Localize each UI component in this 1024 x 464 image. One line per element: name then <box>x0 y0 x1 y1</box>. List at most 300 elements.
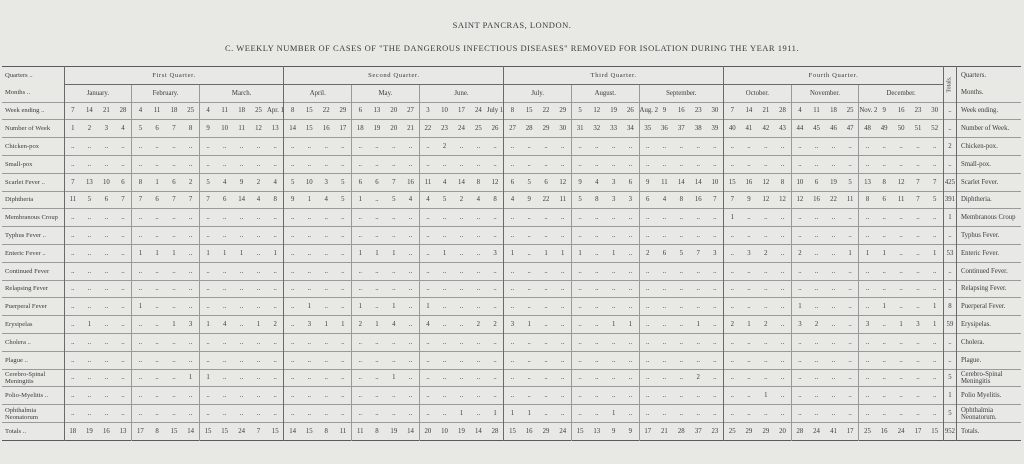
table-cell: .. <box>639 333 656 351</box>
table-cell: .. <box>256 214 261 222</box>
table-cell: .. <box>87 338 92 346</box>
table-cell: .. <box>679 321 684 329</box>
table-cell: .. <box>527 160 531 168</box>
table-cell: 22 <box>322 107 330 115</box>
table-cell: 28 <box>119 107 127 115</box>
table-cell: .. <box>239 214 244 222</box>
table-cell: 10 <box>441 427 448 435</box>
table-cell: 29 <box>542 427 550 435</box>
table-cell: .. <box>324 267 328 275</box>
table-cell: .. <box>199 333 216 351</box>
table-cell: .. <box>199 262 216 280</box>
row-label-right: Polio Myelitis. <box>956 387 1021 405</box>
table-cell: .. <box>916 410 920 418</box>
table-cell: .. <box>307 232 311 240</box>
table-cell: .. <box>561 410 565 418</box>
table-cell: .. <box>932 160 937 168</box>
table-cell: 22 <box>542 107 550 115</box>
table-cell: .. <box>222 214 227 222</box>
table-cell: .. <box>121 267 125 275</box>
table-cell: .. <box>188 285 193 293</box>
table-cell: .. <box>747 143 751 151</box>
table-cell: 31 <box>571 120 588 138</box>
table-cell: 40 <box>724 120 741 138</box>
table-cell: .. <box>155 143 159 151</box>
table-cell: 1 <box>571 244 588 262</box>
table-cell: 1 <box>859 244 876 262</box>
table-cell: .. <box>639 262 656 280</box>
table-cell: .. <box>256 410 261 418</box>
table-cell: 7 <box>172 196 176 204</box>
table-cell: .. <box>324 338 328 346</box>
table-cell: 4 <box>408 196 413 204</box>
row-label: Small-pox <box>5 160 33 168</box>
table-cell: .. <box>408 285 413 293</box>
table-cell: .. <box>459 338 464 346</box>
table-cell: .. <box>679 214 684 222</box>
table-cell: .. <box>639 351 656 369</box>
table-cell: 52 <box>931 125 939 133</box>
table-cell: .. <box>392 392 396 400</box>
table-cell: 3 <box>791 316 808 334</box>
quarter-header: Fourth Quarter. <box>724 67 944 85</box>
table-cell: 3 <box>611 178 616 186</box>
table-cell: .. <box>408 356 413 364</box>
table-cell: .. <box>679 392 684 400</box>
table-cell: 12 <box>779 196 786 204</box>
table-cell: .. <box>256 249 261 257</box>
table-cell: .. <box>493 356 497 364</box>
table-cell: .. <box>459 356 464 364</box>
table-cell: .. <box>476 249 481 257</box>
table-cell: 6 <box>544 178 548 186</box>
table-cell: .. <box>442 160 447 168</box>
table-cell: .. <box>611 232 616 240</box>
table-cell: 11 <box>221 107 228 115</box>
table-cell: .. <box>611 267 616 275</box>
table-cell: .. <box>747 160 751 168</box>
disease-row <box>2 351 1021 369</box>
table-cell: .. <box>476 214 481 222</box>
table-cell: .. <box>64 209 81 227</box>
table-cell: .. <box>239 374 244 382</box>
table-cell: 1 <box>273 249 277 257</box>
table-cell: 11 <box>419 173 436 191</box>
table-cell: .. <box>64 262 81 280</box>
table-cell: 14 <box>458 178 465 186</box>
table-cell: .. <box>504 227 521 245</box>
table-cell: .. <box>442 303 447 311</box>
table-cell: .. <box>132 387 149 405</box>
table-cell: .. <box>493 267 497 275</box>
table-cell: .. <box>882 232 886 240</box>
table-cell: 24 <box>474 107 482 115</box>
table-cell: .. <box>307 410 311 418</box>
table-cell: 9 <box>611 427 616 435</box>
table-cell: .. <box>352 155 369 173</box>
table-cell: .. <box>527 232 531 240</box>
table-cell: .. <box>239 356 244 364</box>
table-cell: .. <box>273 285 277 293</box>
table-cell: .. <box>442 267 447 275</box>
table-cell: 2 <box>814 321 819 329</box>
table-cell: 24 <box>458 125 465 133</box>
table-cell: .. <box>780 374 785 382</box>
table-cell: .. <box>104 321 109 329</box>
table-cell: .. <box>814 249 819 257</box>
table-cell: .. <box>493 374 497 382</box>
table-cell: .. <box>639 387 656 405</box>
table-cell: 9 <box>239 178 244 186</box>
table-cell: .. <box>87 160 92 168</box>
table-cell: .. <box>239 232 244 240</box>
table-cell: 7 <box>932 178 937 186</box>
table-cell: Apr. 1 <box>266 107 284 115</box>
table-cell: 1 <box>307 196 311 204</box>
row-total: .. <box>943 120 956 138</box>
table-cell: .. <box>392 285 396 293</box>
table-cell: .. <box>104 160 109 168</box>
table-cell: .. <box>713 232 717 240</box>
table-cell: 1 <box>747 321 751 329</box>
table-cell: .. <box>628 374 633 382</box>
table-cell: .. <box>188 232 193 240</box>
table-cell: .. <box>791 351 808 369</box>
table-cell: 26 <box>491 125 499 133</box>
row-label-right: Puerperal Fever. <box>956 298 1021 316</box>
table-cell: 5 <box>341 196 345 204</box>
table-cell: 6 <box>155 196 159 204</box>
table-cell: 30 <box>559 125 567 133</box>
table-cell: .. <box>199 351 216 369</box>
table-cell: .. <box>831 160 836 168</box>
table-cell: .. <box>476 232 481 240</box>
table-cell: .. <box>713 160 717 168</box>
table-cell: .. <box>273 143 277 151</box>
table-cell: 44 <box>791 120 808 138</box>
table-cell: .. <box>916 338 920 346</box>
table-cell: 13 <box>859 173 876 191</box>
table-cell: .. <box>814 143 819 151</box>
table-cell: 6 <box>504 173 521 191</box>
table-cell: .. <box>724 351 741 369</box>
table-cell: 11 <box>339 427 347 435</box>
table-cell: .. <box>571 262 588 280</box>
page-heading: SAINT PANCRAS, LONDON. <box>452 20 572 30</box>
month-header: March. <box>199 84 284 102</box>
quarter-header: Second Quarter. <box>284 67 504 85</box>
table-cell: 6 <box>121 178 125 186</box>
table-cell: 16 <box>694 196 702 204</box>
table-cell: 5 <box>442 196 447 204</box>
table-cell: 5 <box>932 196 937 204</box>
table-cell: 4 <box>419 316 436 334</box>
table-cell: 16 <box>677 107 685 115</box>
table-cell: .. <box>595 338 599 346</box>
table-cell: .. <box>899 303 903 311</box>
table-cell: .. <box>375 374 379 382</box>
disease-row <box>2 333 1021 351</box>
table-cell: 5 <box>284 173 301 191</box>
table-cell: .. <box>273 338 277 346</box>
table-cell: 15 <box>724 173 741 191</box>
table-cell: .. <box>493 392 497 400</box>
table-cell: 10 <box>305 178 313 186</box>
table-cell: .. <box>307 160 311 168</box>
table-cell: 8 <box>155 427 159 435</box>
table-cell: .. <box>222 285 227 293</box>
table-cell: 1 <box>64 120 81 138</box>
table-cell: .. <box>544 143 548 151</box>
table-cell: 12 <box>255 125 262 133</box>
table-cell: 1 <box>199 316 216 334</box>
table-cell: 25 <box>846 107 854 115</box>
table-cell: 12 <box>491 178 499 186</box>
table-cell: .. <box>628 214 633 222</box>
table-cell: .. <box>696 143 700 151</box>
table-cell: .. <box>814 285 819 293</box>
table-cell: .. <box>172 214 176 222</box>
table-cell: .. <box>459 232 464 240</box>
table-cell: .. <box>571 351 588 369</box>
table-cell: .. <box>419 244 436 262</box>
table-cell: .. <box>544 356 548 364</box>
table-cell: .. <box>419 262 436 280</box>
table-cell: .. <box>899 214 903 222</box>
table-cell: 1 <box>375 321 379 329</box>
table-cell: 1 <box>764 392 768 400</box>
table-cell: .. <box>713 321 717 329</box>
disease-row <box>2 262 1021 280</box>
table-cell: .. <box>324 232 328 240</box>
table-cell: .. <box>155 285 159 293</box>
table-cell: .. <box>764 160 768 168</box>
table-cell: .. <box>848 285 852 293</box>
table-cell: 20 <box>390 125 398 133</box>
table-cell: 5 <box>679 249 684 257</box>
table-cell: .. <box>611 285 616 293</box>
table-cell: .. <box>713 374 717 382</box>
table-cell: .. <box>932 267 937 275</box>
table-cell: .. <box>848 410 852 418</box>
table-cell: 2 <box>352 316 369 334</box>
table-cell: .. <box>595 267 599 275</box>
table-cell: .. <box>831 249 836 257</box>
table-cell: .. <box>341 249 345 257</box>
table-cell: .. <box>639 138 656 156</box>
table-cell: 47 <box>846 125 854 133</box>
table-cell: .. <box>611 392 616 400</box>
table-cell: .. <box>679 338 684 346</box>
month-header: May. <box>352 84 420 102</box>
table-cell: .. <box>544 321 548 329</box>
table-cell: .. <box>188 356 193 364</box>
table-cell: .. <box>544 374 548 382</box>
table-cell: 33 <box>610 125 618 133</box>
table-cell: .. <box>561 321 565 329</box>
row-label: Typhus Fever .. <box>5 232 46 240</box>
table-cell: .. <box>882 160 886 168</box>
table-cell: .. <box>571 333 588 351</box>
table-cell: .. <box>155 160 159 168</box>
table-cell: .. <box>504 351 521 369</box>
table-cell: .. <box>188 303 193 311</box>
table-cell: .. <box>747 303 751 311</box>
table-cell: .. <box>375 392 379 400</box>
table-cell: .. <box>284 369 301 387</box>
table-cell: 2 <box>639 244 656 262</box>
table-cell: .. <box>419 280 436 298</box>
table-cell: .. <box>392 160 396 168</box>
table-cell: .. <box>104 232 109 240</box>
table-cell: .. <box>64 405 81 423</box>
table-cell: .. <box>527 338 531 346</box>
table-cell: .. <box>882 374 886 382</box>
table-cell: 4 <box>132 102 149 120</box>
row-label: Diphtheria <box>5 196 34 204</box>
table-cell: .. <box>504 262 521 280</box>
table-cell: 2 <box>256 178 261 186</box>
table-cell: 1 <box>324 321 328 329</box>
table-cell: .. <box>239 160 244 168</box>
table-cell: .. <box>882 143 886 151</box>
table-cell: Nov. 2 <box>859 102 876 120</box>
table-cell: .. <box>916 160 920 168</box>
table-cell: .. <box>932 214 937 222</box>
table-cell: 1 <box>132 244 149 262</box>
table-cell: .. <box>172 392 176 400</box>
table-cell: .. <box>724 333 741 351</box>
table-cell: .. <box>408 249 413 257</box>
table-cell: .. <box>132 333 149 351</box>
table-cell: 17 <box>458 107 465 115</box>
table-cell: .. <box>814 214 819 222</box>
table-cell: .. <box>273 374 277 382</box>
disease-row <box>2 227 1021 245</box>
table-cell: 3 <box>628 196 633 204</box>
table-cell: .. <box>104 356 109 364</box>
table-cell: .. <box>628 160 633 168</box>
table-cell: 8 <box>273 196 277 204</box>
table-cell: 49 <box>880 125 888 133</box>
row-total: 425 <box>943 173 956 191</box>
disease-row <box>2 244 1021 262</box>
table-cell: 19 <box>610 107 618 115</box>
table-cell: 12 <box>897 178 905 186</box>
table-cell: .. <box>747 267 751 275</box>
table-cell: .. <box>916 143 920 151</box>
table-cell: .. <box>764 214 768 222</box>
table-cell: 7 <box>724 191 741 209</box>
row-label: Chicken-pox <box>5 143 40 151</box>
table-cell: .. <box>87 410 92 418</box>
table-cell: 1 <box>493 410 497 418</box>
disease-row <box>2 280 1021 298</box>
table-cell: 16 <box>102 427 110 435</box>
table-cell: 11 <box>661 178 668 186</box>
row-label: Membranous Croup <box>5 214 58 222</box>
table-cell: .. <box>341 267 345 275</box>
table-cell: .. <box>375 285 379 293</box>
table-cell: 43 <box>779 125 786 133</box>
table-cell: .. <box>814 356 819 364</box>
table-cell: 6 <box>172 178 176 186</box>
table-cell: .. <box>239 285 244 293</box>
table-cell: .. <box>595 410 599 418</box>
table-cell: .. <box>848 392 852 400</box>
table-cell: 16 <box>897 107 905 115</box>
table-cell: .. <box>859 298 876 316</box>
table-cell: .. <box>442 338 447 346</box>
table-cell: .. <box>121 285 125 293</box>
table-cell: .. <box>747 392 751 400</box>
table-cell: 3 <box>104 125 109 133</box>
table-cell: 1 <box>848 249 852 257</box>
table-cell: 10 <box>711 178 719 186</box>
table-cell: .. <box>544 410 548 418</box>
table-cell: .. <box>571 209 588 227</box>
row-total: 5 <box>943 369 956 387</box>
table-cell: 23 <box>694 107 702 115</box>
table-cell: .. <box>408 267 413 275</box>
table-cell: 12 <box>593 107 601 115</box>
table-cell: 10 <box>791 173 808 191</box>
table-cell: .. <box>222 356 227 364</box>
table-cell: .. <box>791 280 808 298</box>
table-cell: .. <box>104 267 109 275</box>
table-cell: 5 <box>527 178 531 186</box>
table-cell: .. <box>392 143 396 151</box>
table-cell: 14 <box>86 107 93 115</box>
table-cell: .. <box>64 298 81 316</box>
table-cell: 11 <box>238 125 245 133</box>
table-cell: .. <box>104 338 109 346</box>
table-cell: .. <box>284 155 301 173</box>
table-cell: .. <box>256 267 261 275</box>
table-cell: 16 <box>407 178 414 186</box>
table-cell: .. <box>639 369 656 387</box>
table-cell: 1 <box>172 321 176 329</box>
table-cell: .. <box>831 232 836 240</box>
table-cell: 1 <box>932 249 937 257</box>
table-cell: 11 <box>559 196 566 204</box>
table-cell: .. <box>307 356 311 364</box>
row-label: Quarters .. <box>5 72 33 80</box>
table-cell: .. <box>628 338 633 346</box>
row-total: .. <box>943 102 956 120</box>
table-cell: .. <box>476 392 481 400</box>
row-label-right: Number of Week. <box>956 120 1021 138</box>
table-cell: 2 <box>696 374 700 382</box>
table-cell: .. <box>848 374 852 382</box>
table-cell: 10 <box>102 178 110 186</box>
table-cell: .. <box>611 303 616 311</box>
table-cell: .. <box>419 369 436 387</box>
table-cell: 4 <box>595 178 599 186</box>
table-cell: .. <box>747 285 751 293</box>
table-cell: 1 <box>724 209 741 227</box>
table-cell: .. <box>476 267 481 275</box>
table-cell: .. <box>831 338 836 346</box>
table-cell: 7 <box>64 102 81 120</box>
table-cell: 2 <box>442 143 447 151</box>
table-cell: .. <box>222 232 227 240</box>
table-cell: .. <box>724 387 741 405</box>
table-cell: 4 <box>121 125 125 133</box>
table-cell: 1 <box>932 321 937 329</box>
row-total: 1 <box>943 209 956 227</box>
table-cell: .. <box>814 232 819 240</box>
